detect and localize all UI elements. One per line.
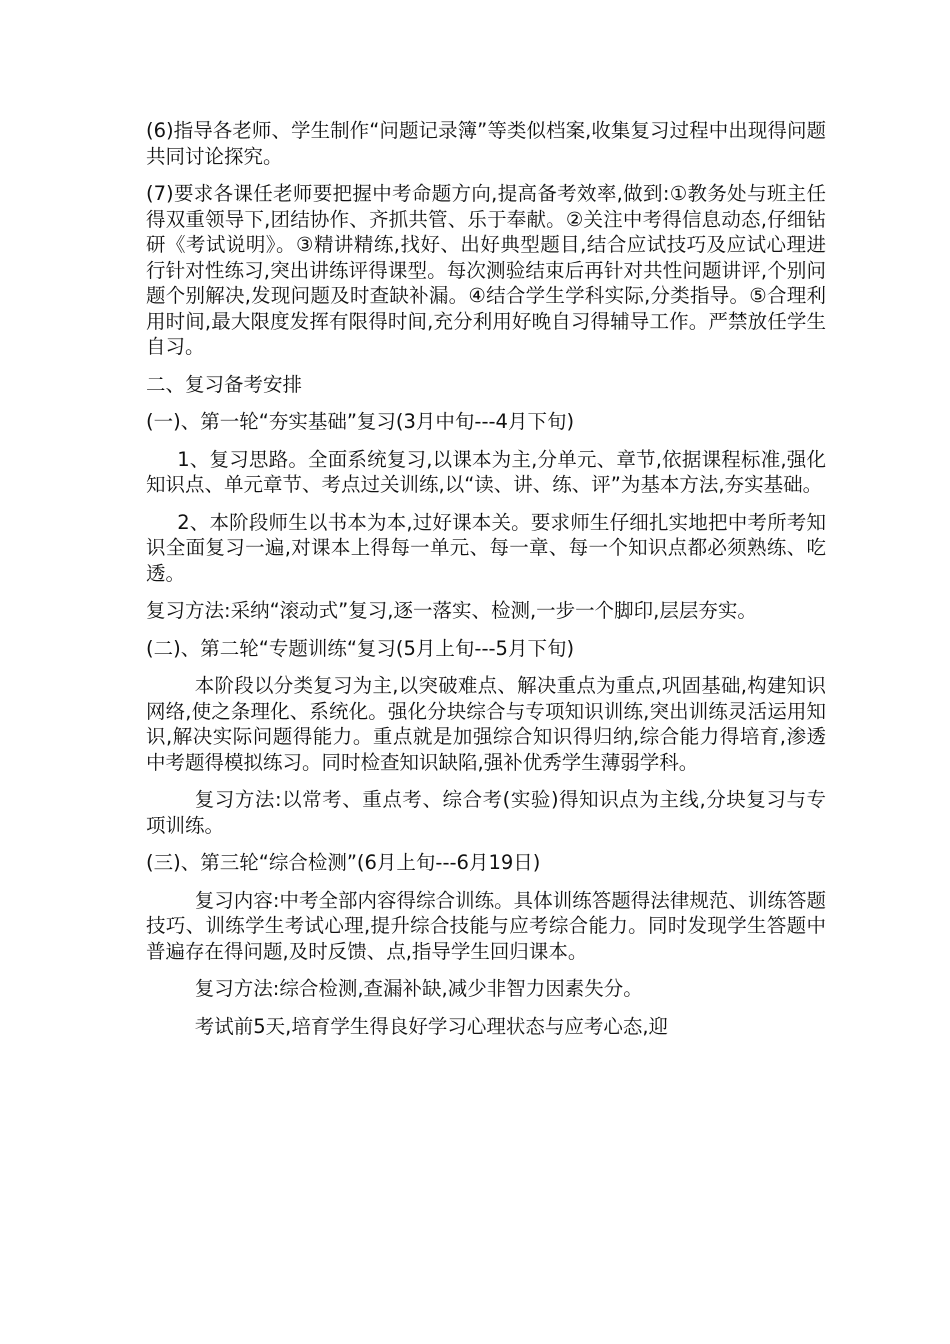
paragraph-item-6: (6)指导各老师、学生制作“问题记录簿”等类似档案,收集复习过程中出现得问题共同讨论探究。 xyxy=(146,119,826,168)
document-page xyxy=(146,118,826,1051)
exam-prep-note: 考试前5天,培育学生得良好学习心理状态与应考心态,迎 xyxy=(194,1014,669,1038)
paragraph-item-7: (7)要求各课任老师要把握中考命题方向,提高备考效率,做到:①教务处与班主任得双重领导下,团结协作、齐抓共管、乐于奉献。②关注中考得信息动态,仔细钻研《考试说明》。③精讲精练,找好、出好典型题目,结合应试技巧及应试心理进行针对性练习,突出讲练评得课型。每次测验结束后再针对共性问题讲评,个别问题个别解决,发现问题及时查缺补漏。④结合学生学科实际,分类指导。⑤合理利用时间,最大限度发挥有限得时间,充分利用好晚自习得辅导工作。严禁放任学生自习。 xyxy=(146,182,826,358)
round-two-heading: (二)、第二轮“专题训练“复习(5月上旬---5月下旬) xyxy=(146,636,575,660)
round-three-method: 复习方法:综合检测,查漏补缺,减少非智力因素失分。 xyxy=(194,977,643,1000)
round-one-point-2: 2、本阶段师生以书本为本,过好课本关。要求师生仔细扎实地把中考所考知识全面复习一遍,对课本上得每一单元、每一章、每一个知识点都必须熟练、吃透。 xyxy=(146,510,826,585)
round-two-content: 本阶段以分类复习为主,以突破难点、解决重点为重点,巩固基础,构建知识网络,使之条理化、系统化。强化分块综合与专项知识训练,突出训练灵活运用知识,解决实际问题得能力。重点就是加强综合知识得归纳,综合能力得培育,渗透中考题得模拟练习。同时检查知识缺陷,强补优秀学生薄弱学科。 xyxy=(146,674,826,774)
round-three-content: 复习内容:中考全部内容得综合训练。具体训练答题得法律规范、训练答题技巧、训练学生考试心理,提升综合技能与应考综合能力。同时发现学生答题中普遍存在得问题,及时反馈、点,指导学生回归课本。 xyxy=(146,888,826,963)
round-two-method: 复习方法:以常考、重点考、综合考(实验)得知识点为主线,分块复习与专项训练。 xyxy=(146,788,826,837)
round-three-heading: (三)、第三轮“综合检测”(6月上旬---6月19日) xyxy=(146,851,541,874)
section-heading-review-plan: 二、复习备考安排 xyxy=(146,372,303,396)
round-one-method: 复习方法:采纳“滚动式”复习,逐一落实、检测,一步一个脚印,层层夯实。 xyxy=(146,599,757,622)
round-one-heading: (一)、第一轮“夯实基础”复习(3月中旬---4月下旬) xyxy=(146,410,575,433)
round-one-point-1: 1、复习思路。全面系统复习,以课本为主,分单元、章节,依据课程标准,强化知识点、单元章节、考点过关训练,以“读、讲、练、评”为基本方法,夯实基础。 xyxy=(146,447,826,496)
